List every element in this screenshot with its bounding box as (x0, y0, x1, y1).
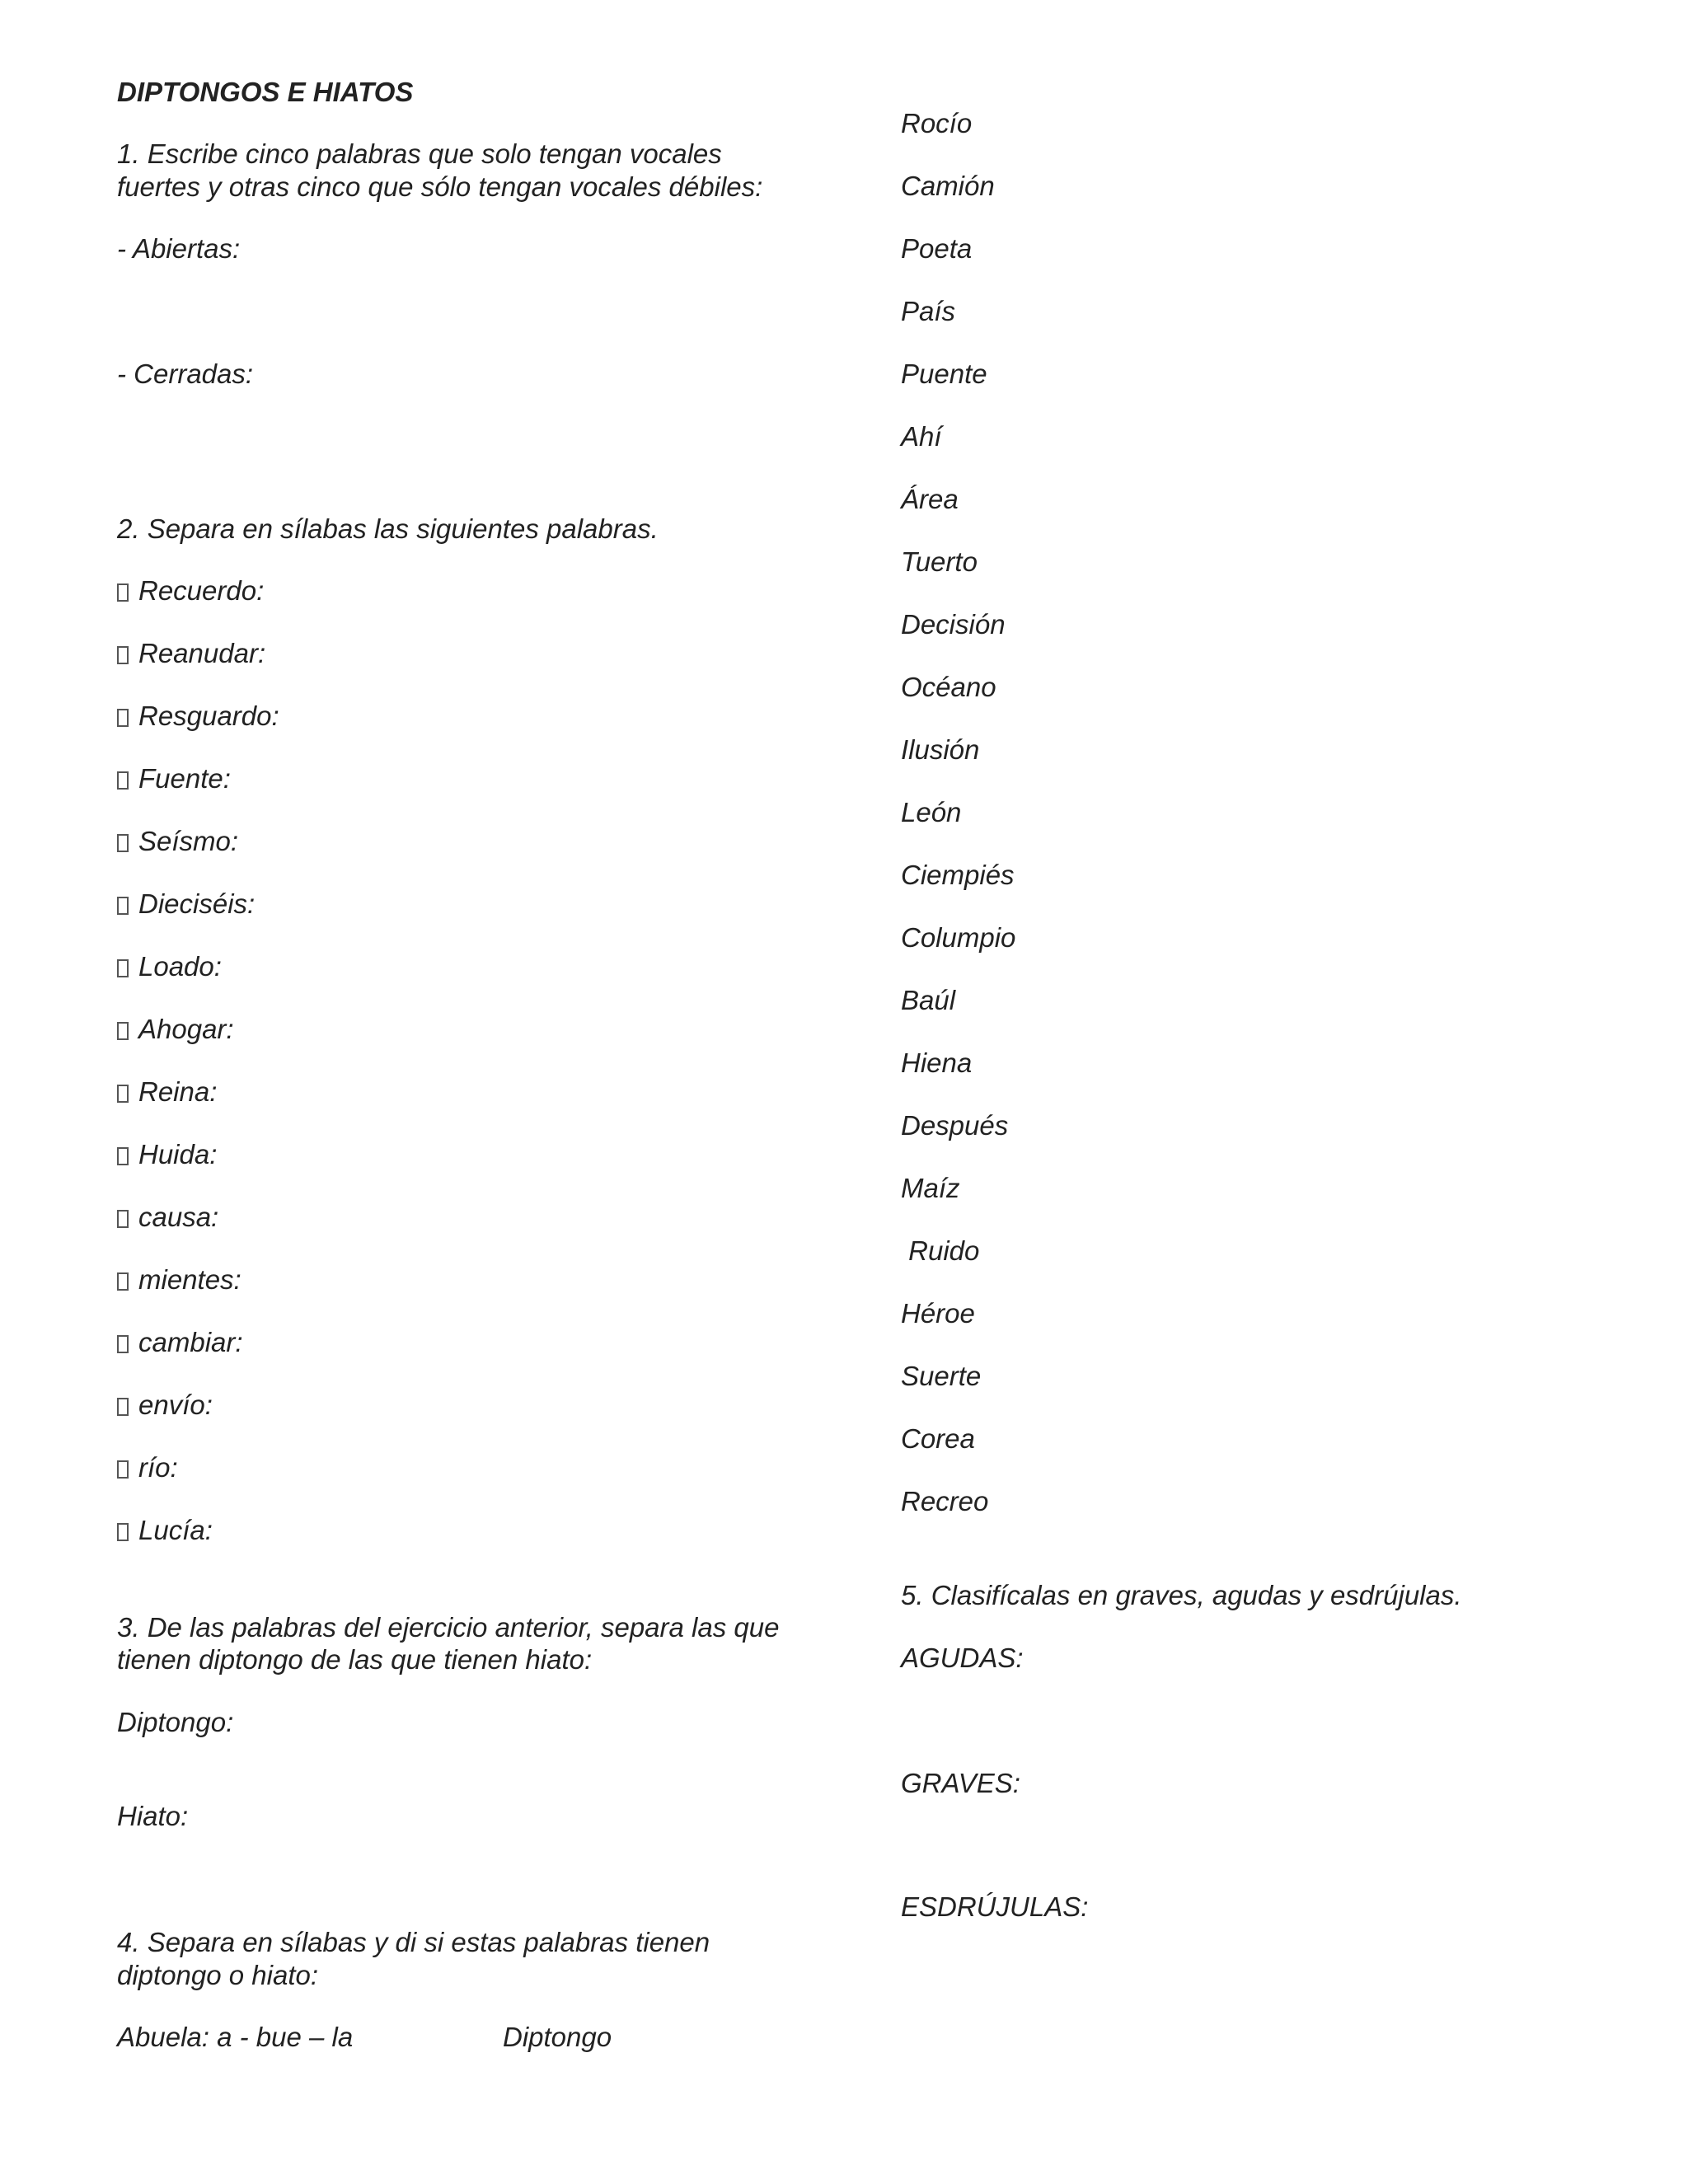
exercise-2-item-label: envío: (138, 1390, 213, 1420)
exercise-5-heading: 5. Clasifícalas en graves, agudas y esdrújulas. (901, 1580, 1462, 1610)
checkbox-bullet-icon (117, 1147, 129, 1165)
exercise-2-item (117, 1076, 217, 1108)
exercise-4-word: Suerte (901, 1361, 982, 1391)
checkbox-bullet-icon (117, 1210, 129, 1228)
exercise-4-word: Ilusión (901, 734, 980, 765)
exercise-2-item-label: Reina: (138, 1076, 218, 1107)
exercise-4-word: Decisión (901, 609, 1006, 640)
exercise-2-item (117, 1389, 213, 1422)
cerradas-label: - Cerradas: (117, 359, 254, 389)
exercise-2-item-label: río: (138, 1452, 178, 1483)
esdrujulas-label: ESDRÚJULAS: (901, 1891, 1089, 1922)
hiato-label: Hiato: (117, 1801, 189, 1831)
exercise-4-word: Ciempiés (901, 860, 1015, 890)
exercise-4-word: Poeta (901, 233, 973, 264)
exercise-2-item (117, 1201, 218, 1234)
checkbox-bullet-icon (117, 1335, 129, 1353)
exercise-3-line-1: 3. De las palabras del ejercicio anterior, separa las que (117, 1612, 780, 1643)
exercise-1-line-1: 1. Escribe cinco palabras que solo tengan vocales (117, 138, 722, 169)
exercise-1-line-2: fuertes y otras cinco que sólo tengan vocales débiles: (117, 171, 763, 202)
checkbox-bullet-icon (117, 1022, 129, 1040)
agudas-label: AGUDAS: (901, 1643, 1024, 1673)
diptongo-label: Diptongo: (117, 1707, 234, 1737)
checkbox-bullet-icon (117, 1398, 129, 1416)
exercise-4-word: Área (901, 484, 959, 514)
exercise-4-word: Rocío (901, 108, 973, 138)
exercise-4-word: Ruido (901, 1235, 980, 1266)
graves-label: GRAVES: (901, 1768, 1020, 1798)
exercise-3-line-2: tienen diptongo de las que tienen hiato: (117, 1644, 593, 1675)
checkbox-bullet-icon (117, 959, 129, 977)
exercise-2-item-label: Huida: (138, 1139, 218, 1169)
exercise-4-word: Recreo (901, 1486, 989, 1516)
checkbox-bullet-icon (117, 583, 129, 602)
checkbox-bullet-icon (117, 1460, 129, 1479)
exercise-4-word: País (901, 296, 956, 326)
exercise-2-item-label: causa: (138, 1202, 219, 1232)
checkbox-bullet-icon (117, 1523, 129, 1541)
exercise-2-item-label: Seísmo: (138, 826, 239, 856)
worksheet-title: DIPTONGOS E HIATOS (117, 77, 414, 107)
exercise-4-word: Camión (901, 171, 995, 201)
exercise-2-item (117, 888, 255, 921)
exercise-4-word: León (901, 797, 962, 827)
exercise-2-item (117, 1138, 217, 1171)
exercise-4-word: Después (901, 1110, 1009, 1141)
exercise-4-line-1: 4. Separa en sílabas y di si estas palabras tienen (117, 1927, 710, 1957)
exercise-2-item-label: Loado: (138, 951, 222, 982)
exercise-2-item-label: Lucía: (138, 1515, 213, 1545)
exercise-4-word: Océano (901, 672, 996, 702)
checkbox-bullet-icon (117, 897, 129, 915)
exercise-4-word: Baúl (901, 985, 956, 1015)
exercise-2-item (117, 574, 264, 607)
exercise-4-word: Corea (901, 1423, 975, 1454)
checkbox-bullet-icon (117, 646, 129, 664)
exercise-4-word: Maíz (901, 1173, 960, 1203)
checkbox-bullet-icon (117, 771, 129, 790)
checkbox-bullet-icon (117, 709, 129, 727)
exercise-2-item-label: cambiar: (138, 1327, 243, 1357)
exercise-2-item (117, 1263, 241, 1296)
abiertas-label: - Abiertas: (117, 233, 241, 264)
exercise-2-item (117, 1514, 213, 1547)
exercise-2-item (117, 762, 231, 795)
exercise-2-item (117, 700, 279, 733)
example-type: Diptongo (503, 2022, 612, 2052)
exercise-4-word: Héroe (901, 1298, 975, 1329)
exercise-2-item-label: Ahogar: (138, 1014, 234, 1044)
exercise-4-word: Ahí (901, 421, 942, 452)
exercise-2-item-label: Resguardo: (138, 701, 279, 731)
exercise-4-word: Columpio (901, 922, 1016, 953)
checkbox-bullet-icon (117, 834, 129, 852)
checkbox-bullet-icon (117, 1085, 129, 1103)
exercise-4-line-2: diptongo o hiato: (117, 1960, 319, 1990)
exercise-2-item (117, 1326, 243, 1359)
exercise-4-word: Hiena (901, 1047, 973, 1078)
exercise-2-heading: 2. Separa en sílabas las siguientes palabras. (117, 513, 659, 544)
exercise-2-item (117, 950, 222, 983)
example-word: Abuela: a - bue – la (117, 2022, 354, 2052)
exercise-4-word: Tuerto (901, 546, 978, 577)
exercise-2-item (117, 637, 265, 670)
exercise-2-item (117, 1451, 178, 1484)
exercise-2-item-label: Dieciséis: (138, 888, 256, 919)
exercise-2-item-label: Fuente: (138, 763, 231, 794)
exercise-2-item (117, 1013, 234, 1046)
exercise-2-item-label: Recuerdo: (138, 575, 265, 606)
exercise-4-word: Puente (901, 359, 987, 389)
exercise-2-item-label: mientes: (138, 1264, 241, 1295)
exercise-2-item (117, 825, 238, 858)
checkbox-bullet-icon (117, 1272, 129, 1291)
exercise-2-item-label: Reanudar: (138, 638, 266, 668)
